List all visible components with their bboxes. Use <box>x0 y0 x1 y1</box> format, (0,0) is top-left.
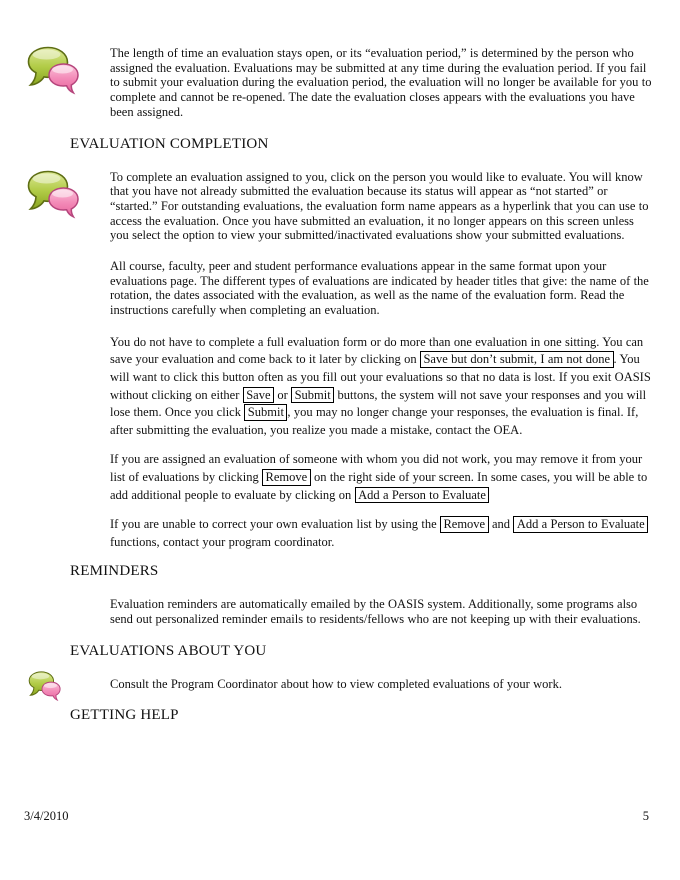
text-run: All course, faculty, peer and student performance evaluations appear in the same format upon your evaluations page. The different types of evaluations are indicated by header titles that give: the name of the rotation, the dates associated with the evaluation, as well as the name of the evaluation form. Read the instructions carefully when completing an evaluation. <box>110 259 649 318</box>
text-run: buttons, the system will not save your responses and you will lose them. Once you click <box>110 387 647 420</box>
paragraph-row <box>0 597 680 626</box>
speech-bubbles-icon <box>27 670 62 703</box>
text-run: You do not have to complete a full evaluation form or do more than one evaluation in one sitting. You can save your evaluation and come back to it later by clicking on <box>110 334 644 367</box>
paragraph-row <box>0 46 680 120</box>
paragraph-row <box>0 334 680 440</box>
boxed-button-label: Remove <box>440 516 489 533</box>
page-number: 5 <box>642 809 649 823</box>
green-bubble-highlight <box>33 173 61 183</box>
paragraph <box>110 516 652 551</box>
text-run: Consult the Program Coordinator about how to view completed evaluations of your work. <box>110 676 562 691</box>
paragraph <box>110 597 652 626</box>
boxed-button-label: Save but don’t submit, I am not done <box>420 351 614 368</box>
text-run: functions, contact your program coordinator. <box>110 534 335 549</box>
section-heading: REMINDERS <box>70 563 159 580</box>
paragraph-row <box>0 677 680 692</box>
text-run: or <box>274 387 292 402</box>
section-heading: EVALUATION COMPLETION <box>70 135 269 152</box>
boxed-button-label: Add a Person to Evaluate <box>513 516 648 533</box>
boxed-button-label: Add a Person to Evaluate <box>355 487 490 504</box>
paragraph <box>110 334 652 440</box>
pink-bubble-highlight <box>52 189 73 197</box>
boxed-button-label: Submit <box>291 387 334 404</box>
boxed-button-label: Save <box>243 387 274 404</box>
paragraph <box>110 259 652 318</box>
paragraph <box>110 677 652 692</box>
green-bubble-highlight <box>32 673 50 679</box>
section-heading: EVALUATIONS ABOUT YOU <box>70 642 267 659</box>
paragraph <box>110 46 652 120</box>
boxed-button-label: Submit <box>244 404 287 421</box>
text-run: If you are assigned an evaluation of someone with whom you did not work, you may remove it from your list of evaluations by clicking <box>110 452 643 484</box>
paragraph <box>110 451 652 504</box>
boxed-button-label: Remove <box>262 469 311 486</box>
footer-date: 3/4/2010 <box>24 809 69 823</box>
paragraph-row <box>0 451 680 504</box>
paragraph-row <box>0 170 680 244</box>
pink-bubble-highlight <box>44 683 57 688</box>
green-bubble-highlight <box>33 50 61 60</box>
text-run: , you may no longer change your responses, the evaluation is final. If, after submitting the evaluation, you realize you made a mistake, contact the OEA. <box>110 405 639 437</box>
paragraph-row <box>0 516 680 551</box>
section-heading: GETTING HELP <box>70 707 179 724</box>
text-run: Evaluation reminders are automatically emailed by the OASIS system. Additionally, some programs also send out personalized reminder emails to residents/fellows who are not keeping up with their evaluations. <box>110 597 641 627</box>
text-run: and <box>488 517 514 532</box>
text-run: on the right side of your screen. In some cases, you will be able to add additional people to evaluate by clicking on <box>110 470 648 502</box>
speech-bubbles-icon <box>25 169 81 221</box>
paragraph-row <box>0 259 680 318</box>
text-run: To complete an evaluation assigned to you, click on the person you would like to evaluate. You will know that you have not already submitted the evaluation because its status will appear as “not started” or “started.” For outstanding evaluations, the evaluation form name appears as a hyperlink that you can use to access the evaluation. Once you have submitted an evaluation, it no longer appears on this screen unless you select the option to view your submitted/inactivated evaluations show your submitted evaluations. <box>110 169 649 243</box>
footer <box>0 809 680 824</box>
text-run: If you are unable to correct your own evaluation list by using the <box>110 517 440 532</box>
text-run: The length of time an evaluation stays open, or its “evaluation period,” is determined by the person who assigned the evaluation. Evaluations may be submitted at any time during the evaluation period. If you fail to submit your evaluation during the evaluation period, the evaluation will no longer be available for you to complete and cannot be re-opened. The date the evaluation closes appears with the evaluations you have been assigned. <box>110 46 652 119</box>
speech-bubbles-icon <box>25 45 81 97</box>
pink-bubble-highlight <box>52 66 73 74</box>
paragraph <box>110 170 652 244</box>
text-run: . You will want to click this button often as you fill out your evaluations so that no data is lost. If you exit OASIS without clicking on either <box>110 352 651 402</box>
